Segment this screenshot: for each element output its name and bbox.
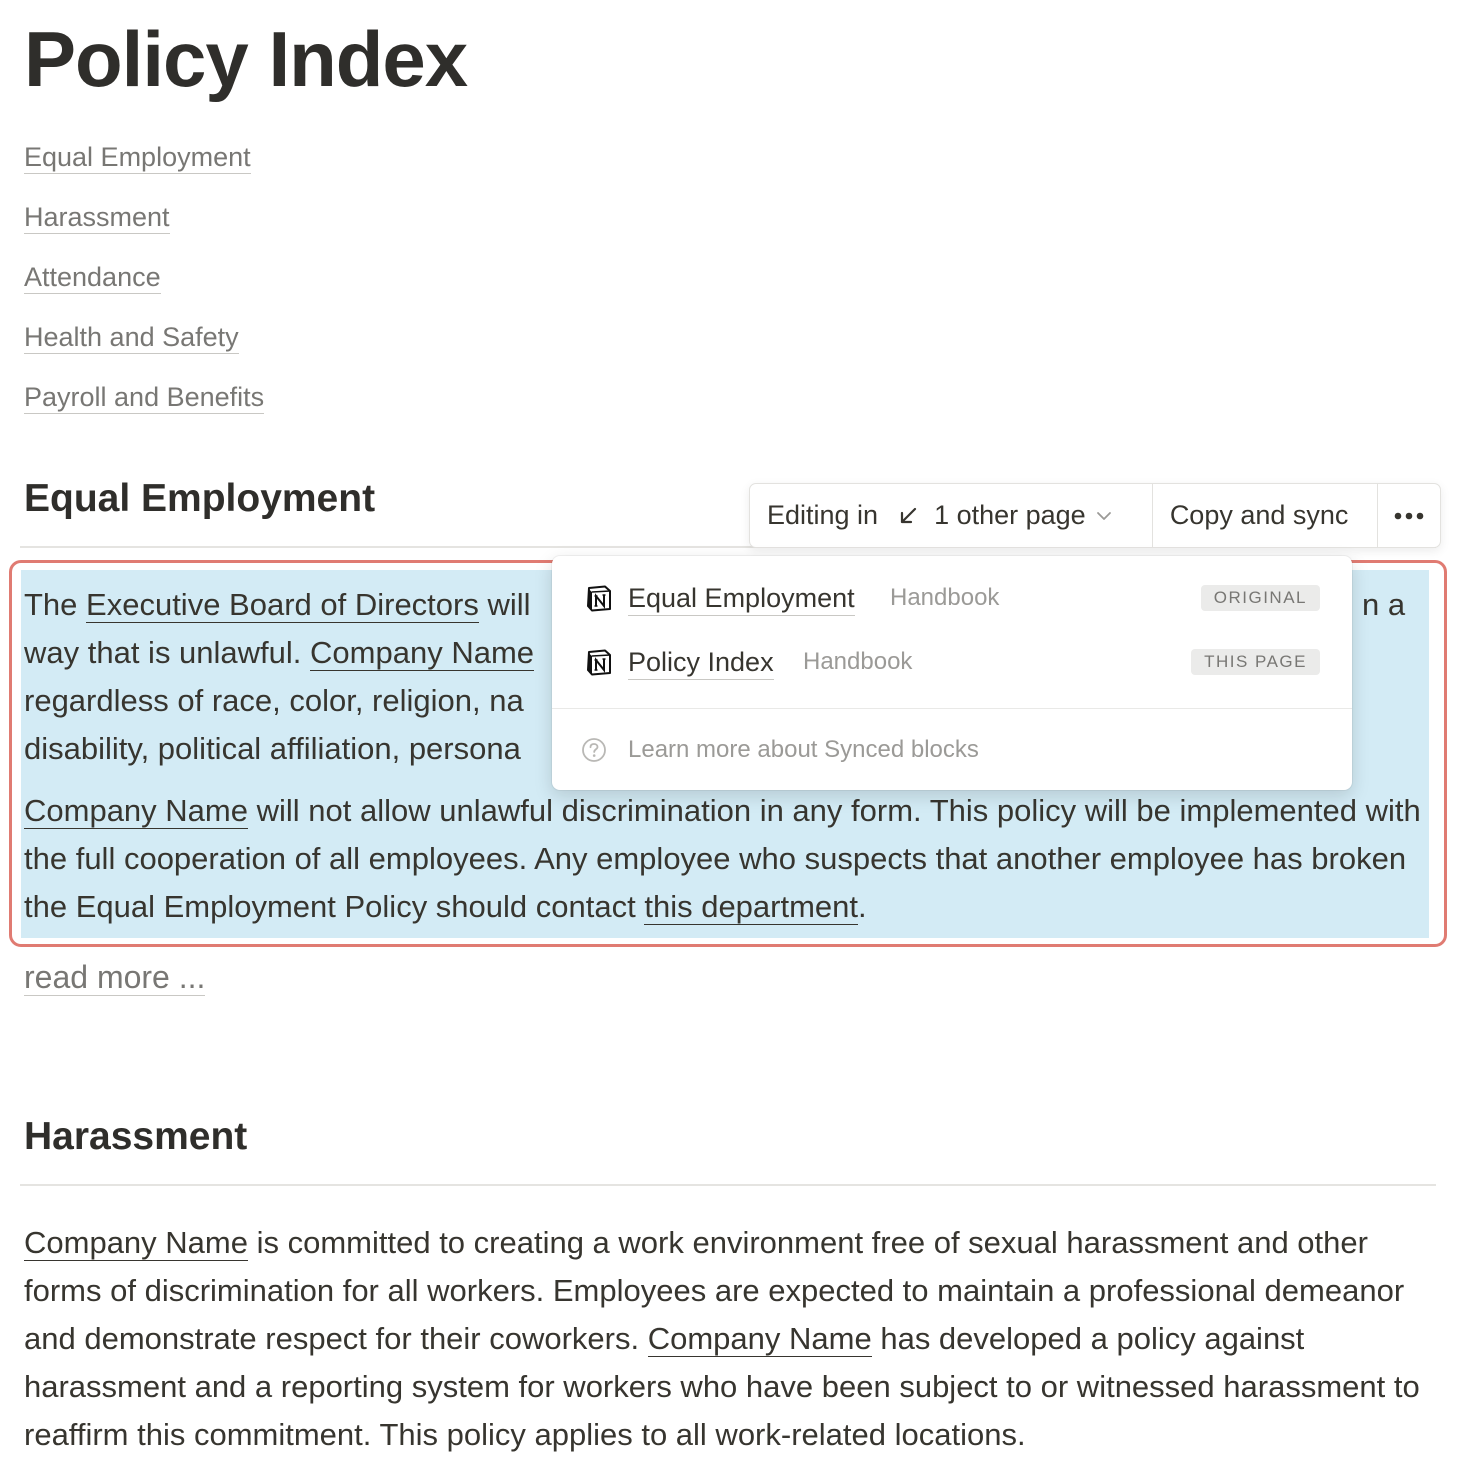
synced-page-subtitle: Handbook	[803, 648, 913, 675]
synced-page-subtitle: Handbook	[890, 584, 1000, 611]
company-name-link[interactable]: Company Name	[310, 635, 535, 670]
synced-block-toolbar	[749, 483, 1441, 548]
copy-and-sync-label: Copy and sync	[1169, 500, 1349, 530]
learn-more-link[interactable]: Learn more about Synced blocks	[628, 736, 979, 763]
other-pages-label: 1 other page	[934, 500, 1086, 530]
toc-link[interactable]: Payroll and Benefits	[24, 382, 265, 412]
text-span: The	[24, 587, 87, 622]
paragraph-line: regardless of race, color, religion, na	[24, 683, 524, 718]
toc-link[interactable]: Health and Safety	[24, 322, 239, 352]
paragraph-line: disability, political affiliation, persona	[24, 731, 521, 766]
learn-more-synced-blocks[interactable]	[552, 728, 1352, 772]
text-span: will not allow unlawful discrimination in any form. This policy will be implemented with the full cooperation of all employees. Any employee who suspects that another employee has broken the Equal Employment Policy should contact	[24, 793, 1421, 924]
text-span: will	[478, 587, 531, 622]
chevron-down-icon	[1096, 508, 1112, 524]
heading-equal-employment: Equal Employment	[24, 477, 376, 520]
harassment-paragraph	[24, 1219, 1434, 1459]
toc-link[interactable]: Attendance	[24, 262, 161, 292]
text-span: .	[858, 889, 867, 924]
toc-item-attendance[interactable]	[24, 258, 264, 318]
toc-item-health-and-safety[interactable]	[24, 318, 264, 378]
notion-logo-icon	[585, 584, 613, 612]
toc-item-harassment[interactable]	[24, 198, 264, 258]
original-badge: ORIGINAL	[1201, 585, 1320, 611]
arrow-down-left-icon	[898, 506, 918, 526]
company-name-link[interactable]: Company Name	[647, 1321, 872, 1356]
this-department-link[interactable]: this department	[644, 889, 859, 924]
editing-in-label: Editing in	[767, 500, 879, 530]
editing-in-pages-button[interactable]	[750, 484, 1153, 547]
synced-page-title[interactable]: Policy Index	[628, 645, 774, 680]
heading-harassment: Harassment	[24, 1115, 248, 1158]
help-circle-icon	[581, 737, 607, 763]
page-title: Policy Index	[24, 15, 468, 103]
synced-page-title[interactable]: Equal Employment	[628, 581, 855, 616]
popup-divider	[552, 708, 1352, 709]
more-horizontal-icon	[1394, 512, 1424, 520]
heading-divider	[20, 1184, 1436, 1186]
synced-page-item-equal-employment[interactable]	[552, 570, 1352, 626]
read-more-link[interactable]: read more ...	[24, 959, 206, 995]
toc-link[interactable]: Equal Employment	[24, 142, 251, 172]
table-of-contents	[24, 138, 264, 438]
notion-logo-icon	[585, 648, 613, 676]
text-span: has developed a policy against harassment and a reporting system for workers who have been subject to or witnessed harassment to reaffirm this commitment. This policy applies to all work-related locations.	[24, 1321, 1420, 1452]
text-span: is committed to creating a work environment free of sexual harassment and other forms of discrimination for all workers. Employees are expected to maintain a professional demeanor and demonstrate respect for their coworkers.	[24, 1225, 1405, 1356]
more-options-button[interactable]	[1378, 484, 1440, 547]
toc-item-payroll-and-benefits[interactable]	[24, 378, 264, 438]
text-span: way that is unlawful.	[24, 635, 311, 670]
toc-item-equal-employment[interactable]	[24, 138, 264, 198]
equal-employment-paragraph-2	[24, 787, 1444, 931]
this-page-badge: THIS PAGE	[1191, 649, 1320, 675]
company-name-link[interactable]: Company Name	[24, 1225, 248, 1260]
read-more-link-wrapper	[24, 954, 205, 1000]
synced-page-item-policy-index[interactable]	[552, 634, 1352, 690]
toc-link[interactable]: Harassment	[24, 202, 170, 232]
company-name-link[interactable]: Company Name	[24, 793, 248, 828]
synced-pages-popup	[552, 556, 1352, 790]
executive-board-link[interactable]: Executive Board of Directors	[86, 587, 479, 622]
text-fragment: n a	[1362, 587, 1406, 622]
copy-and-sync-button[interactable]	[1153, 484, 1378, 547]
